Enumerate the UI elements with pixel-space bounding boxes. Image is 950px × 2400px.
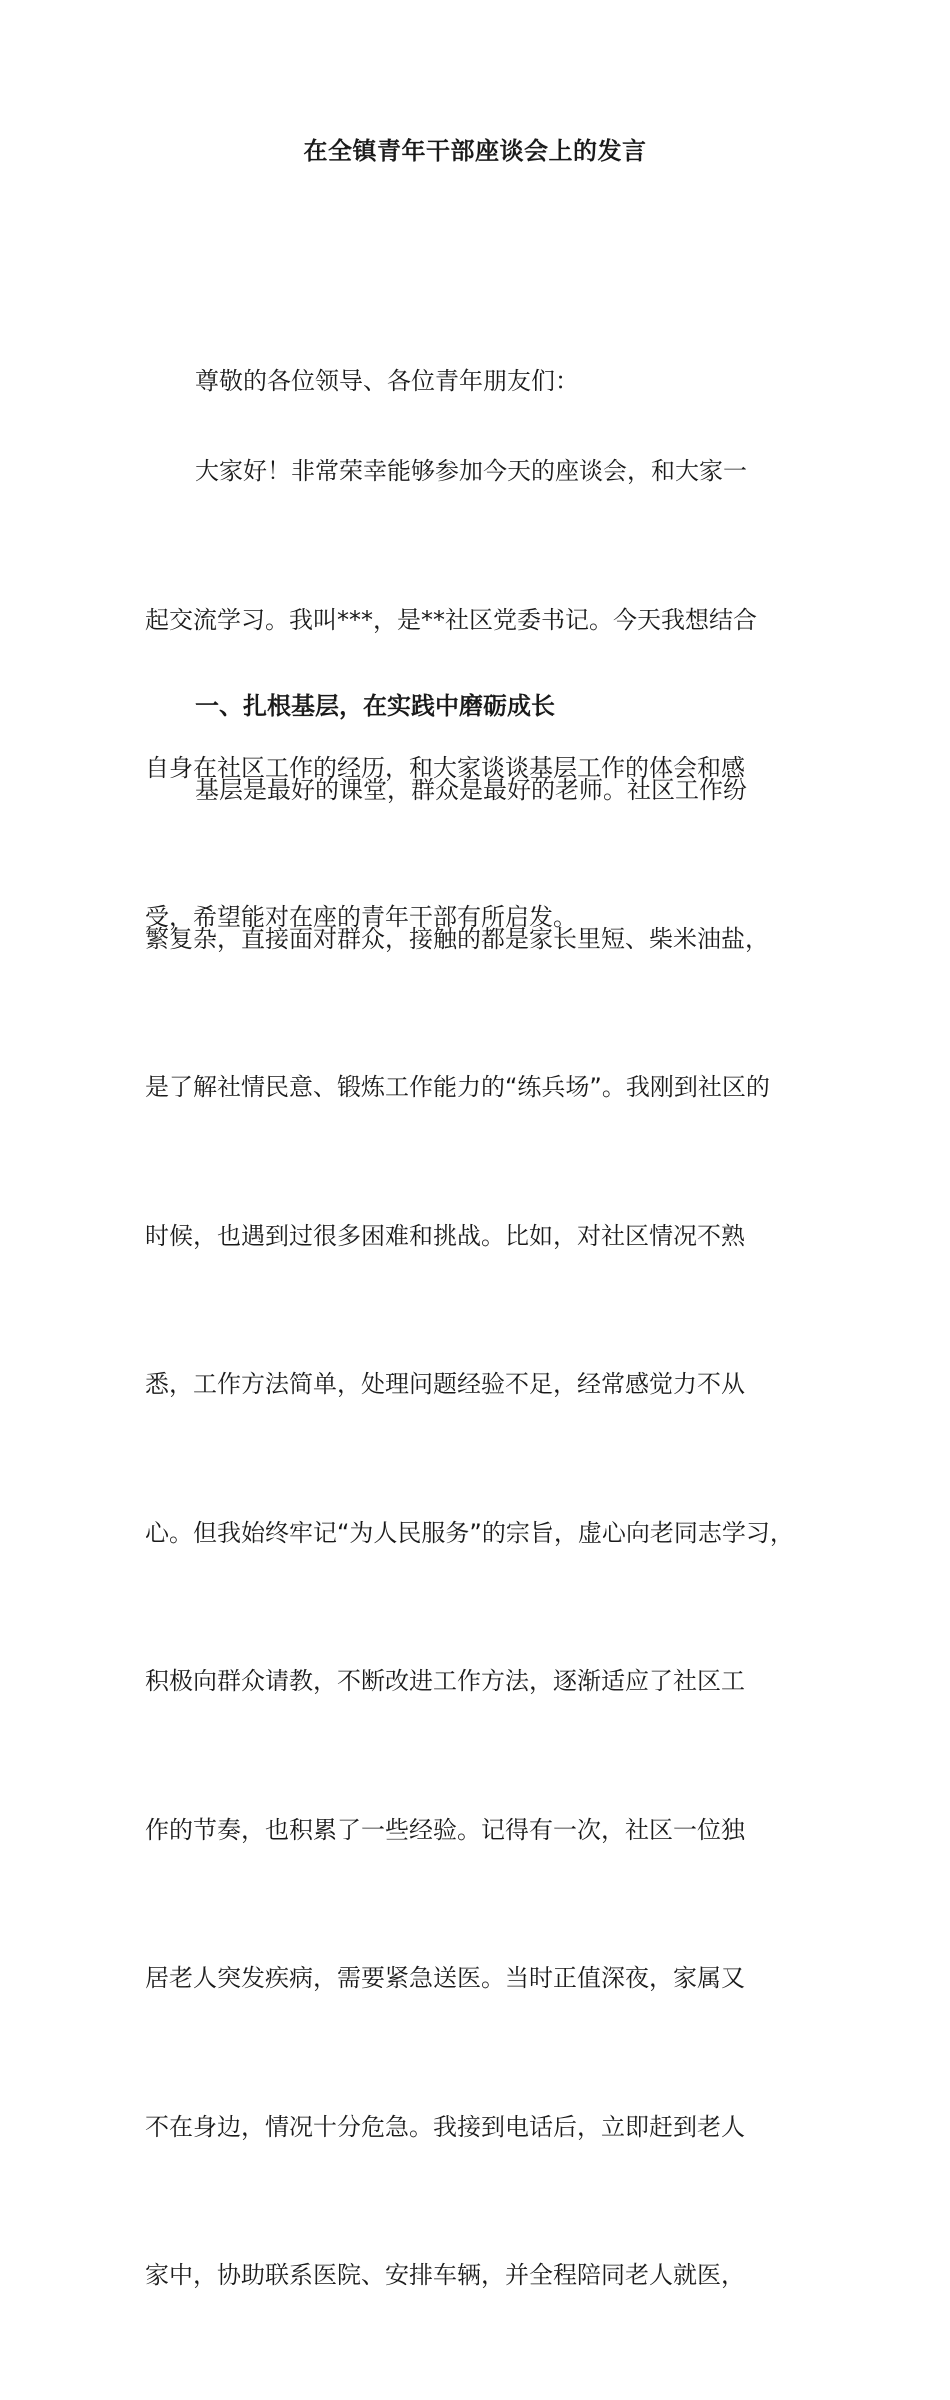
- paragraph-line: 基层是最好的课堂，群众是最好的老师。社区工作纷: [195, 776, 747, 804]
- paragraph-line: 是了解社情民意、锻炼工作能力的“练兵场”。我刚到社区的: [145, 1073, 770, 1101]
- paragraph-line: 起交流学习。我叫***，是**社区党委书记。今天我想结合: [145, 605, 757, 634]
- paragraph-line: 自身在社区工作的经历，和大家谈谈基层工作的体会和感: [145, 754, 745, 782]
- paragraph-line: 家中，协助联系医院、安排车辆，并全程陪同老人就医，: [145, 2261, 745, 2289]
- paragraph-line: 居老人突发疾病，需要紧急送医。当时正值深夜，家属又: [145, 1964, 745, 1992]
- section1-paragraph: [145, 667, 794, 2400]
- paragraph-line: 繁复杂，直接面对群众，接触的都是家长里短、柴米油盐，: [145, 924, 769, 953]
- paragraph-line: 积极向群众请教，不断改进工作方法，逐渐适应了社区工: [145, 1667, 745, 1695]
- paragraph-line: 心。但我始终牢记“为人民服务”的宗旨，虚心向老同志学习，: [145, 1518, 794, 1547]
- section-heading-text: 一、扎根基层，在实践中磨砺成长: [195, 692, 555, 720]
- paragraph-line: 悉，工作方法简单，处理问题经验不足，经常感觉力不从: [145, 1370, 745, 1398]
- paragraph-line: 大家好！非常荣幸能够参加今天的座谈会，和大家一: [195, 457, 747, 485]
- paragraph-line: 受，希望能对在座的青年干部有所启发。: [145, 902, 577, 931]
- document-title: 在全镇青年干部座谈会上的发言: [303, 137, 647, 165]
- paragraph-line: 时候，也遇到过很多困难和挑战。比如，对社区情况不熟: [145, 1221, 745, 1250]
- paragraph-line: 不在身边，情况十分危急。我接到电话后，立即赶到老人: [145, 2112, 745, 2141]
- salutation-text: 尊敬的各位领导、各位青年朋友们：: [195, 367, 579, 395]
- paragraph-line: 作的节奏，也积累了一些经验。记得有一次，社区一位独: [145, 1815, 745, 1844]
